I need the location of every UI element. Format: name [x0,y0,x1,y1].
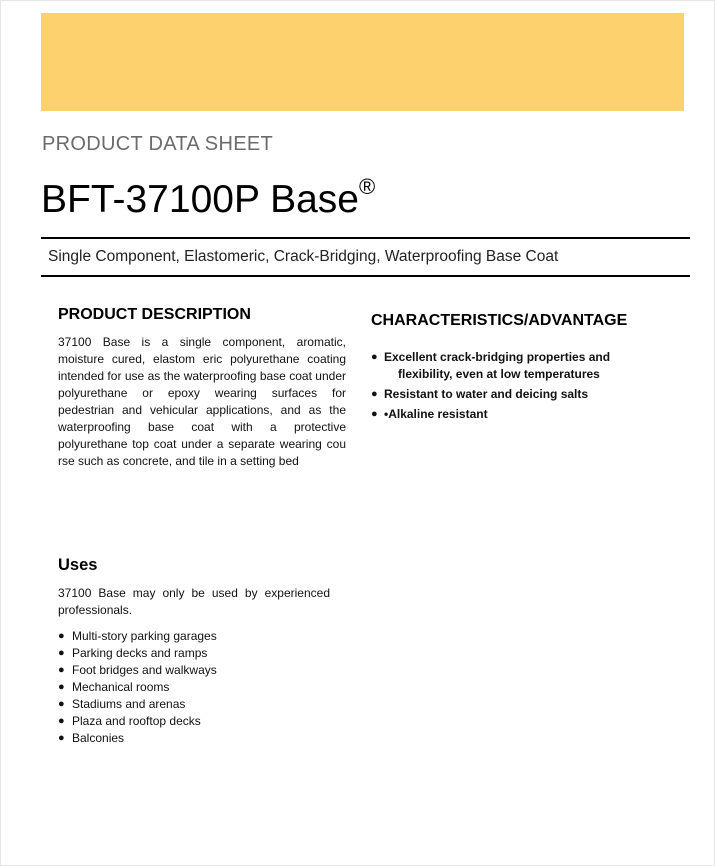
header-banner [41,13,684,111]
subtitle-rule-top [41,237,690,239]
uses-item-label: Balconies [72,731,125,745]
product-description-text: 37100 Base is a single component, aromatic, moisture cured, elastom eric polyurethane coating intended for use as the waterproofing base coat under polyurethane or epoxy wearing surfaces for pedestrian and vehicular applications, and as the waterproofing base coat with a protective polyurethane top coat under a separate wearing cou rse such as concrete, and tile in a setting bed [58,335,346,468]
product-name: BFT-37100P Base [41,178,359,221]
bullet-icon: ● [58,630,65,642]
uses-list-item [58,713,217,730]
product-description-heading: PRODUCT DESCRIPTION [58,306,251,323]
product-title [41,174,376,222]
bullet-icon: ● [58,681,65,693]
bullet-icon: ● [58,647,65,659]
bullet-icon: ● [371,351,378,363]
uses-item-label: Plaza and rooftop decks [72,714,201,728]
uses-item-label: Foot bridges and walkways [72,663,217,677]
characteristics-item [371,386,661,403]
bullet-icon: ● [371,388,378,400]
characteristics-item-line: flexibility, even at low temperatures [398,367,600,381]
bullet-icon: ● [58,664,65,676]
bullet-icon: ● [58,732,65,744]
characteristics-item-line: Resistant to water and deicing salts [384,387,589,401]
uses-intro-text: 37100 Base may only be used by experienced professionals. [58,586,330,617]
subtitle-rule-bottom [41,275,690,277]
uses-list-item [58,662,217,679]
bullet-icon: ● [371,408,378,420]
uses-list-item [58,628,217,645]
uses-list-item [58,696,217,713]
characteristics-item [371,349,661,383]
uses-item-label: Parking decks and ramps [72,646,208,660]
uses-list-item [58,679,217,696]
uses-item-label: Multi-story parking garages [72,629,217,643]
product-subtitle: Single Component, Elastomeric, Crack-Bridging, Waterproofing Base Coat [48,248,559,265]
characteristics-list [371,349,661,426]
characteristics-item-line: •Alkaline resistant [384,407,488,421]
characteristics-item-line: Excellent crack-bridging properties and [384,350,611,364]
characteristics-heading: CHARACTERISTICS/ADVANTAGE [371,312,628,329]
uses-list [58,628,217,747]
uses-heading: Uses [58,556,98,574]
bullet-icon: ● [58,715,65,727]
characteristics-item [371,406,661,423]
registered-trademark-mark: ® [358,174,376,199]
uses-item-label: Stadiums and arenas [72,697,186,711]
bullet-icon: ● [58,698,65,710]
uses-list-item [58,730,217,747]
document-type-label: PRODUCT DATA SHEET [42,133,273,155]
uses-item-label: Mechanical rooms [72,680,170,694]
uses-list-item [58,645,217,662]
